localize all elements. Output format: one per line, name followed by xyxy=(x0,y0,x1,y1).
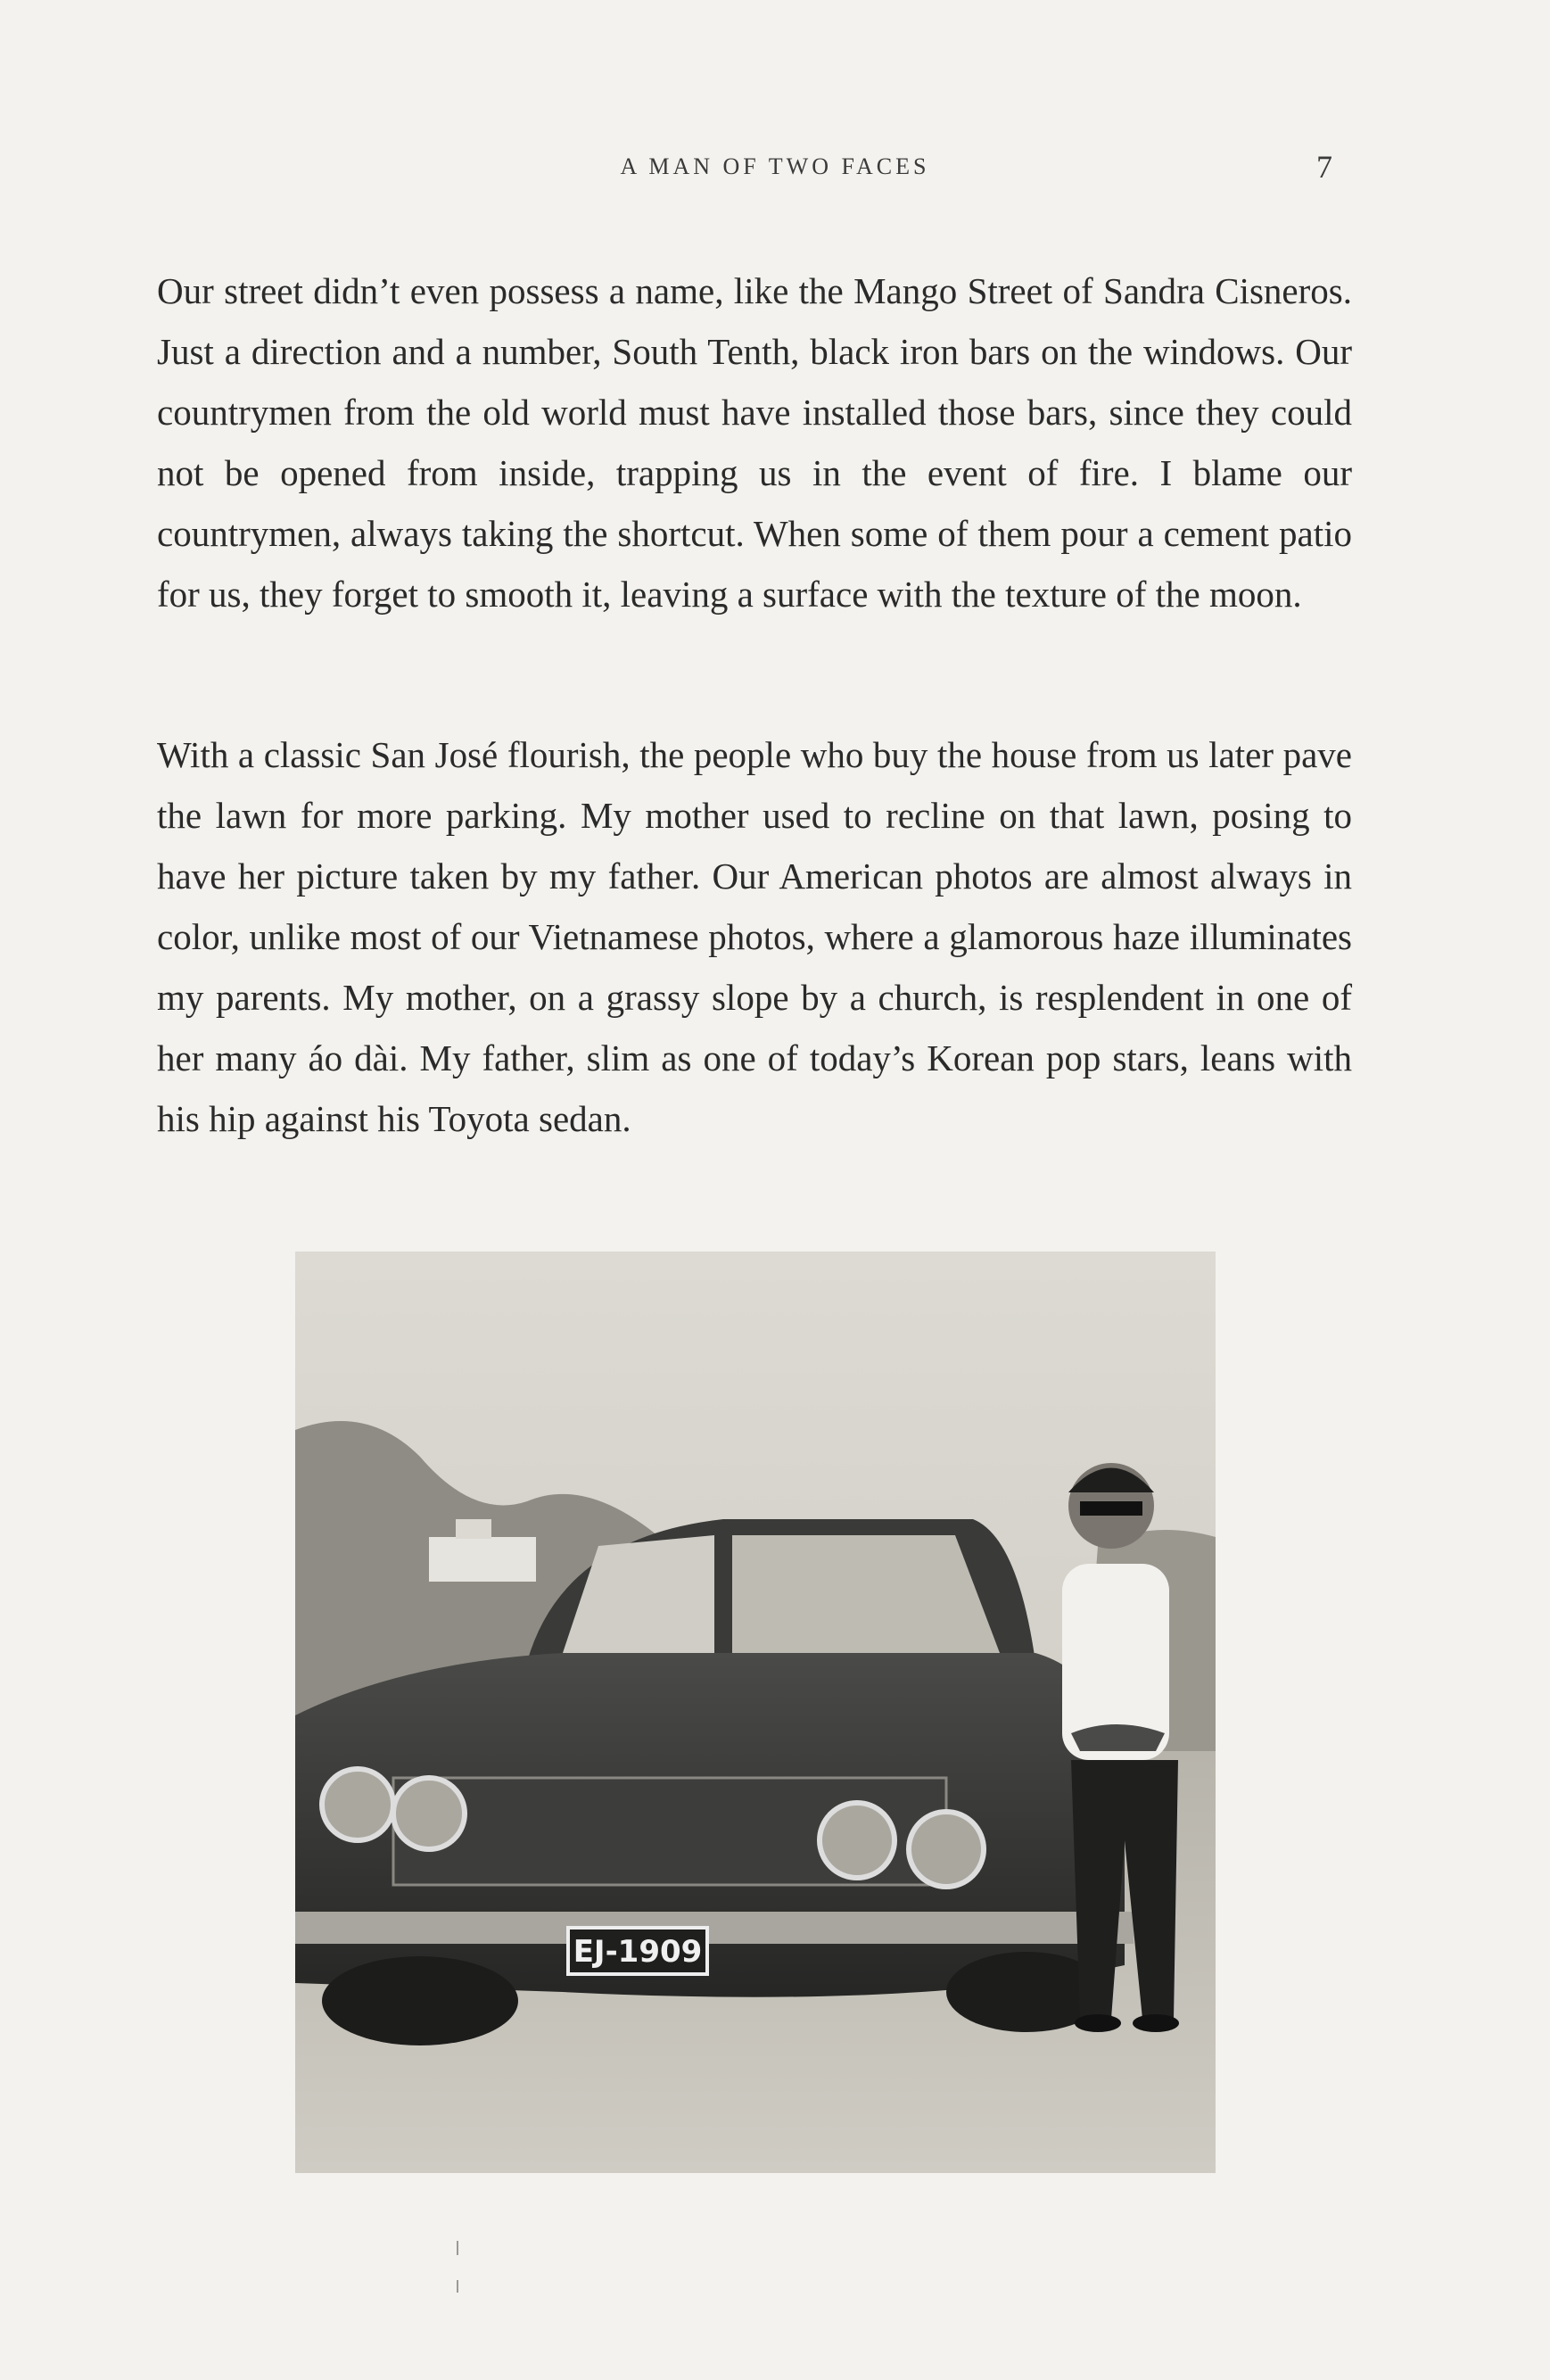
shoe-left xyxy=(1075,2014,1121,2032)
family-photo xyxy=(295,1252,1216,2173)
face-redaction xyxy=(1080,1501,1142,1516)
license-plate-text: EJ-1909 xyxy=(573,1934,703,1970)
front-tire xyxy=(322,1956,518,2045)
headlight-3 xyxy=(820,1803,895,1878)
headlight-4 xyxy=(909,1812,984,1887)
bumper xyxy=(295,1912,1134,1944)
headlight-1 xyxy=(322,1769,393,1840)
scan-mark xyxy=(457,2280,458,2293)
paragraph-1: Our street didn’t even possess a name, like the Mango Street of Sandra Cisneros. Just a direction and a number, South Tenth, black iron bars on the windows. Our countrymen from the old world must have installed those bars, since they could not be opened from inside, trapping us in the event of fire. I blame our countrymen, always taking the shortcut. When some of them pour a cement patio for us, they forget to smooth it, leaving a surface with the texture of the moon. xyxy=(157,270,1352,615)
building-roof xyxy=(456,1519,491,1539)
page-number: 7 xyxy=(1316,149,1332,185)
car-windshield xyxy=(732,1535,1000,1653)
shoe-right xyxy=(1133,2014,1179,2032)
building xyxy=(429,1537,536,1582)
scan-mark xyxy=(457,2241,458,2255)
running-head: A MAN OF TWO FACES xyxy=(620,153,930,179)
paragraph-2: With a classic San José flourish, the people who buy the house from us later pave the lawn for more parking. My mother used to recline on that lawn, posing to have her picture taken by my father. Our American photos are almost always in color, unlike most of our Vietnamese photos, where a glamorous haze illuminates my parents. My mother, on a grassy slope by a church, is resplendent in one of her many áo dài. My father, slim as one of today’s Korean pop stars, leans with his hip against his Toyota sedan. xyxy=(157,734,1352,1139)
headlight-2 xyxy=(393,1778,465,1849)
photo-illustration xyxy=(295,1252,1216,2173)
